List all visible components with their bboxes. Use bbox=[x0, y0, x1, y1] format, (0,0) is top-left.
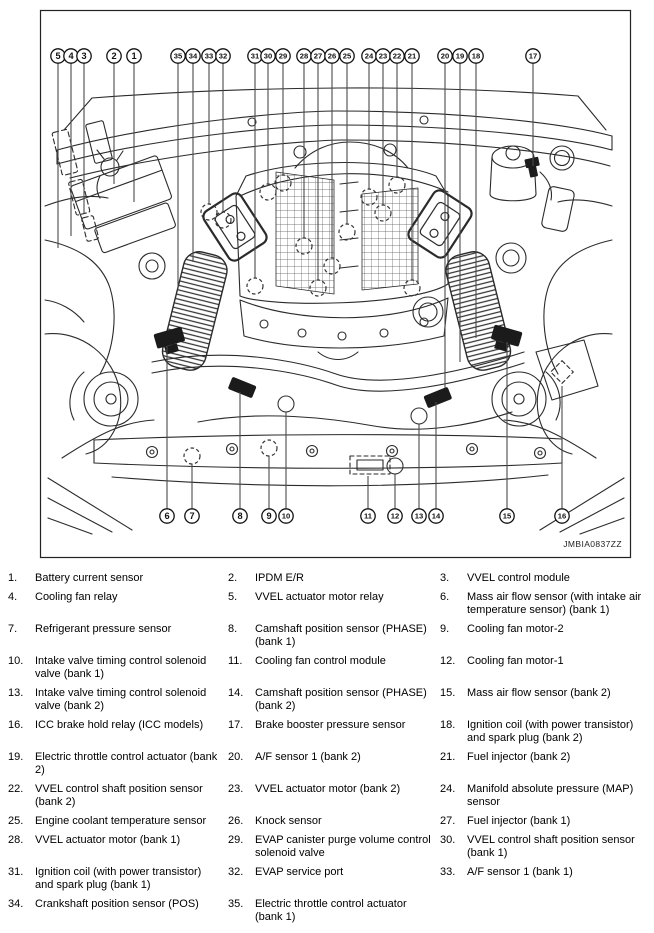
legend-item-number: 7. bbox=[8, 623, 18, 635]
legend-item-number: 15. bbox=[440, 687, 456, 699]
callout-9 bbox=[262, 509, 276, 523]
callout-number: 10 bbox=[281, 511, 291, 521]
legend-item-number: 21. bbox=[440, 751, 456, 763]
legend-item-text: Brake booster pressure sensor bbox=[255, 719, 406, 731]
callout-number: 18 bbox=[471, 51, 481, 61]
callout-number: 30 bbox=[263, 51, 273, 61]
legend-item-text: IPDM E/R bbox=[255, 572, 304, 584]
callout-4 bbox=[64, 49, 78, 63]
callout-number: 33 bbox=[204, 51, 214, 61]
legend-item-text: Electric throttle control actuator (bank 1) bbox=[255, 898, 407, 923]
legend-item-number: 17. bbox=[228, 719, 244, 731]
callout-6 bbox=[160, 509, 174, 523]
legend-item-number: 8. bbox=[228, 623, 238, 635]
legend-item-text: VVEL control module bbox=[467, 572, 570, 584]
callout-31 bbox=[248, 49, 262, 63]
callout-number: 34 bbox=[188, 51, 198, 61]
legend-item-number: 31. bbox=[8, 866, 24, 878]
callout-number: 24 bbox=[364, 51, 374, 61]
callout-10 bbox=[279, 509, 293, 523]
callout-number: 2 bbox=[111, 51, 117, 62]
legend-item-number: 16. bbox=[8, 719, 24, 731]
legend-item-text: ICC brake hold relay (ICC models) bbox=[35, 719, 204, 731]
legend-item-number: 35. bbox=[228, 898, 244, 910]
legend-item-8 bbox=[228, 623, 440, 649]
callout-30 bbox=[261, 49, 275, 63]
legend-item-text: Camshaft position sensor (PHASE) (bank 2) bbox=[255, 687, 427, 712]
callout-number: 28 bbox=[299, 51, 309, 61]
callout-24 bbox=[362, 49, 376, 63]
legend-item-number: 3. bbox=[440, 572, 450, 584]
legend-item-text: Battery current sensor bbox=[35, 572, 144, 584]
legend-item-19 bbox=[8, 751, 228, 777]
legend-item-20 bbox=[228, 751, 440, 777]
callout-3 bbox=[77, 49, 91, 63]
callout-number: 3 bbox=[81, 51, 87, 62]
legend-item-25 bbox=[8, 815, 228, 828]
legend-item-text: Intake valve timing control solenoid valve (bank 2) bbox=[35, 687, 207, 712]
callout-18 bbox=[469, 49, 483, 63]
callout-number: 35 bbox=[173, 51, 183, 61]
legend-item-number: 24. bbox=[440, 783, 456, 795]
legend-item-5 bbox=[228, 591, 440, 617]
legend-item-18 bbox=[440, 719, 650, 745]
callout-7 bbox=[185, 509, 199, 523]
callout-15 bbox=[500, 509, 514, 523]
callout-14 bbox=[429, 509, 443, 523]
callout-number: 6 bbox=[164, 511, 170, 522]
callout-number: 21 bbox=[407, 51, 417, 61]
callout-number: 14 bbox=[431, 511, 441, 521]
legend-item-1 bbox=[8, 572, 228, 585]
callout-number: 15 bbox=[502, 511, 512, 521]
legend-item-3 bbox=[440, 572, 650, 585]
legend-item-4 bbox=[8, 591, 228, 617]
legend-item-2 bbox=[228, 572, 440, 585]
legend-item-text: Cooling fan motor-1 bbox=[467, 655, 564, 667]
callout-16 bbox=[555, 509, 569, 523]
callout-number: 9 bbox=[266, 511, 272, 522]
legend-item-22 bbox=[8, 783, 228, 809]
legend-item-text: Fuel injector (bank 2) bbox=[467, 751, 571, 763]
legend-item-text: Electric throttle control actuator (bank 2) bbox=[35, 751, 218, 776]
legend-item-text: Cooling fan motor-2 bbox=[467, 623, 564, 635]
legend-item-number: 13. bbox=[8, 687, 24, 699]
legend-item-text: VVEL actuator motor (bank 1) bbox=[35, 834, 181, 846]
legend-item-6 bbox=[440, 591, 650, 617]
legend-item-text: Intake valve timing control solenoid valve (bank 1) bbox=[35, 655, 207, 680]
callout-number: 23 bbox=[378, 51, 388, 61]
legend-item-text: Refrigerant pressure sensor bbox=[35, 623, 172, 635]
legend-item-text: Manifold absolute pressure (MAP) sensor bbox=[467, 783, 634, 808]
legend-item-number: 9. bbox=[440, 623, 450, 635]
callout-26 bbox=[325, 49, 339, 63]
callout-13 bbox=[412, 509, 426, 523]
legend-item-number: 4. bbox=[8, 591, 18, 603]
legend-item-35 bbox=[228, 898, 440, 924]
callout-number: 4 bbox=[68, 51, 74, 62]
callout-2 bbox=[107, 49, 121, 63]
legend-item-21 bbox=[440, 751, 650, 777]
legend-item-7 bbox=[8, 623, 228, 649]
legend-item-13 bbox=[8, 687, 228, 713]
legend-item-32 bbox=[228, 866, 440, 892]
legend-item-33 bbox=[440, 866, 650, 892]
callout-1 bbox=[127, 49, 141, 63]
callout-17 bbox=[526, 49, 540, 63]
legend-item-text: VVEL actuator motor (bank 2) bbox=[255, 783, 401, 795]
callout-number: 1 bbox=[131, 51, 137, 62]
legend-item-number: 19. bbox=[8, 751, 24, 763]
legend-item-number: 34. bbox=[8, 898, 24, 910]
callout-32 bbox=[216, 49, 230, 63]
legend-item-number: 20. bbox=[228, 751, 244, 763]
legend-item-27 bbox=[440, 815, 650, 828]
callout-number: 27 bbox=[313, 51, 323, 61]
callout-number: 17 bbox=[528, 51, 538, 61]
legend-item-number: 14. bbox=[228, 687, 244, 699]
callout-12 bbox=[388, 509, 402, 523]
callout-5 bbox=[51, 49, 65, 63]
legend-item-number: 18. bbox=[440, 719, 456, 731]
legend-item-number: 25. bbox=[8, 815, 24, 827]
legend-item-16 bbox=[8, 719, 228, 745]
legend-item-text: EVAP canister purge volume control solenoid valve bbox=[255, 834, 431, 859]
legend-item-number: 1. bbox=[8, 572, 18, 584]
legend-item-text: Crankshaft position sensor (POS) bbox=[35, 898, 199, 910]
legend-item-text: VVEL actuator motor relay bbox=[255, 591, 384, 603]
legend-item-text: A/F sensor 1 (bank 2) bbox=[255, 751, 361, 763]
callout-20 bbox=[438, 49, 452, 63]
legend-item-text: Mass air flow sensor (bank 2) bbox=[467, 687, 611, 699]
callout-number: 13 bbox=[414, 511, 424, 521]
callout-29 bbox=[276, 49, 290, 63]
callout-number: 11 bbox=[363, 511, 373, 521]
figure-code: JMBIA0837ZZ bbox=[563, 539, 622, 549]
legend-item-10 bbox=[8, 655, 228, 681]
legend-item-text: EVAP service port bbox=[255, 866, 344, 878]
legend-item-9 bbox=[440, 623, 650, 649]
legend-item-number: 32. bbox=[228, 866, 244, 878]
legend-item-text: Fuel injector (bank 1) bbox=[467, 815, 571, 827]
legend-item-number: 26. bbox=[228, 815, 244, 827]
callout-22 bbox=[390, 49, 404, 63]
legend-item-number: 27. bbox=[440, 815, 456, 827]
legend-item-text: Camshaft position sensor (PHASE) (bank 1) bbox=[255, 623, 427, 648]
legend-item-number: 22. bbox=[8, 783, 24, 795]
legend-item-text: VVEL control shaft position sensor (bank 2) bbox=[35, 783, 203, 808]
legend-item-text: A/F sensor 1 (bank 1) bbox=[467, 866, 573, 878]
callout-11 bbox=[361, 509, 375, 523]
legend-item-31 bbox=[8, 866, 228, 892]
legend-item-number: 28. bbox=[8, 834, 24, 846]
callout-number: 5 bbox=[55, 51, 61, 62]
legend-item-28 bbox=[8, 834, 228, 860]
callout-number: 26 bbox=[327, 51, 337, 61]
legend-item-number: 23. bbox=[228, 783, 244, 795]
callout-number: 22 bbox=[392, 51, 402, 61]
legend-item-30 bbox=[440, 834, 650, 860]
legend-item-text: Engine coolant temperature sensor bbox=[35, 815, 207, 827]
legend-item-text: Cooling fan relay bbox=[35, 591, 118, 603]
legend-item-17 bbox=[228, 719, 440, 745]
callout-28 bbox=[297, 49, 311, 63]
legend-item-text: VVEL control shaft position sensor (bank 1) bbox=[467, 834, 635, 859]
legend-item-number: 29. bbox=[228, 834, 244, 846]
legend-item-11 bbox=[228, 655, 440, 681]
legend-item-15 bbox=[440, 687, 650, 713]
legend-item-24 bbox=[440, 783, 650, 809]
callout-34 bbox=[186, 49, 200, 63]
legend-item-number: 5. bbox=[228, 591, 238, 603]
callout-number: 7 bbox=[189, 511, 195, 522]
callout-23 bbox=[376, 49, 390, 63]
legend-item-text: Knock sensor bbox=[255, 815, 322, 827]
legend-item-number: 10. bbox=[8, 655, 24, 667]
legend-item-text: Ignition coil (with power transistor) and spark plug (bank 2) bbox=[467, 719, 634, 744]
legend-item-29 bbox=[228, 834, 440, 860]
legend-item-14 bbox=[228, 687, 440, 713]
callout-27 bbox=[311, 49, 325, 63]
callout-19 bbox=[453, 49, 467, 63]
legend-item-number: 33. bbox=[440, 866, 456, 878]
callout-number: 8 bbox=[237, 511, 243, 522]
callout-35 bbox=[171, 49, 185, 63]
legend-item-text: Cooling fan control module bbox=[255, 655, 386, 667]
legend-item-text: Mass air flow sensor (with intake air temperature sensor) (bank 1) bbox=[467, 591, 642, 616]
callout-number: 25 bbox=[342, 51, 352, 61]
legend-item-23 bbox=[228, 783, 440, 809]
callout-number: 19 bbox=[455, 51, 465, 61]
legend-item-number: 12. bbox=[440, 655, 456, 667]
legend-item-34 bbox=[8, 898, 228, 924]
legend bbox=[8, 572, 650, 924]
callout-number: 29 bbox=[278, 51, 288, 61]
legend-item-26 bbox=[228, 815, 440, 828]
legend-item-number: 11. bbox=[228, 655, 243, 667]
callout-number: 20 bbox=[440, 51, 450, 61]
callout-number: 32 bbox=[218, 51, 228, 61]
legend-item-text: Ignition coil (with power transistor) and spark plug (bank 1) bbox=[35, 866, 202, 891]
callout-8 bbox=[233, 509, 247, 523]
callout-25 bbox=[340, 49, 354, 63]
legend-item-12 bbox=[440, 655, 650, 681]
legend-item-number: 30. bbox=[440, 834, 456, 846]
legend-item-number: 2. bbox=[228, 572, 238, 584]
callout-number: 16 bbox=[557, 511, 567, 521]
callout-number: 12 bbox=[390, 511, 400, 521]
callout-21 bbox=[405, 49, 419, 63]
callout-33 bbox=[202, 49, 216, 63]
legend-item-number: 6. bbox=[440, 591, 450, 603]
callout-number: 31 bbox=[250, 51, 260, 61]
